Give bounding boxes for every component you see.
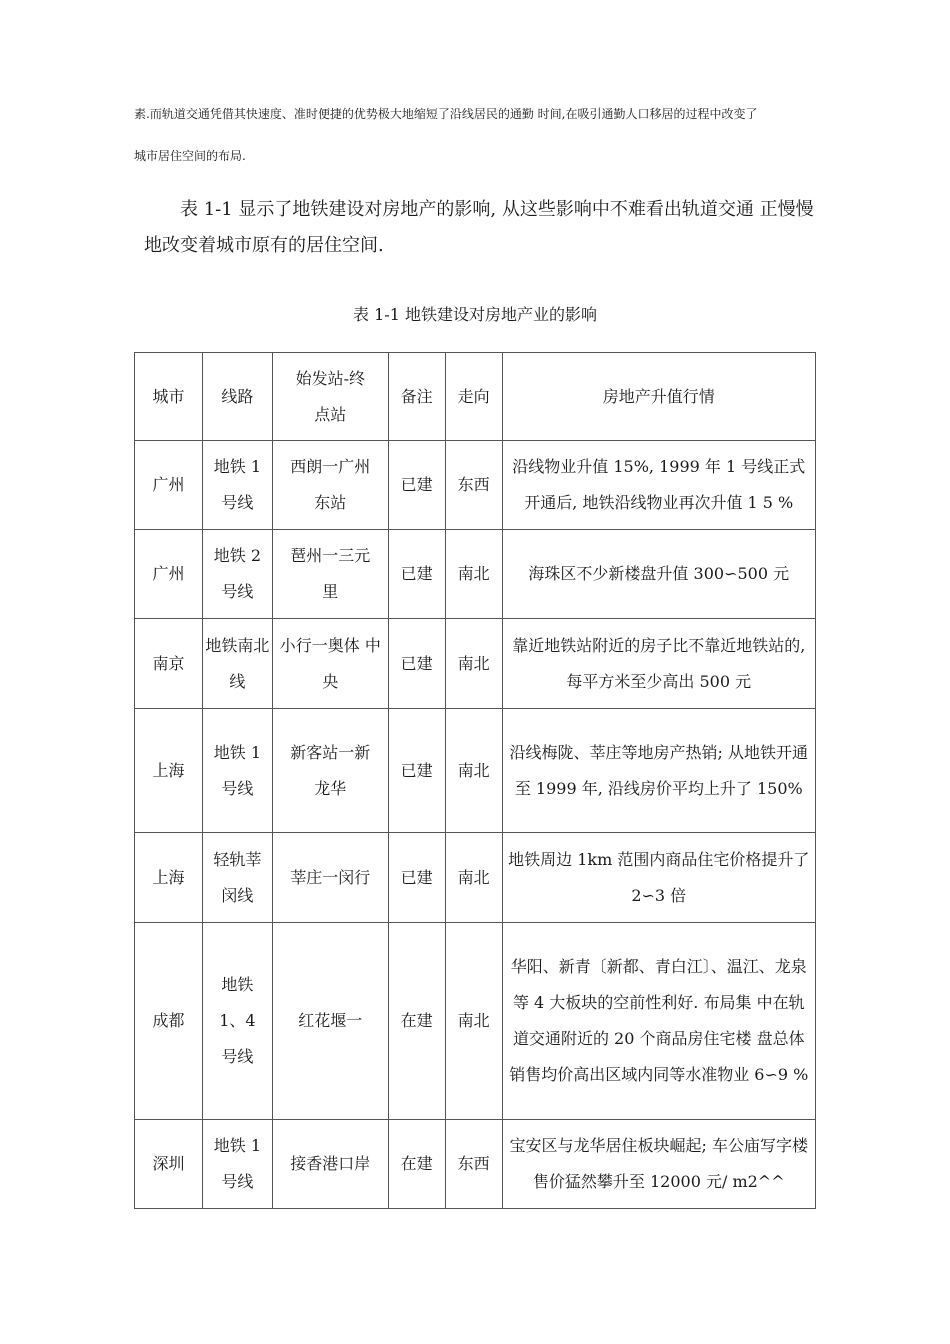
cell-line: 轻轨莘闵线 [202,833,272,923]
table-row [135,441,816,530]
cell-line: 地铁 1 号线 [202,441,272,530]
cell-note: 已建 [388,441,445,530]
body-paragraph: 表 1-1 显示了地铁建设对房地产的影响, 从这些影响中不难看出轨道交通 正慢慢地改变着城市原有的居住空间. [144,199,814,256]
cell-direction: 南北 [445,619,502,709]
cell-stations: 小行一奥体 中央 [272,619,388,709]
header-cell: 城市 [135,353,203,441]
cell-city: 上海 [135,709,203,833]
table-row [135,530,816,619]
table-row [135,923,816,1120]
cell-direction: 东西 [445,1120,502,1209]
cell-appreciation: 沿线物业升值 15%, 1999 年 1 号线正式开通后, 地铁沿线物业再次升值 1 5 % [502,441,815,530]
cell-note: 已建 [388,709,445,833]
cell-appreciation: 靠近地铁站附近的房子比不靠近地铁站的, 每平方米至少高出 500 元 [502,619,815,709]
cell-line: 地铁 1、4 号线 [202,923,272,1120]
cell-stations: 琶州一三元里 [272,530,388,619]
header-cell: 始发站-终点站 [272,353,388,441]
cell-note: 已建 [388,619,445,709]
cell-appreciation: 宝安区与龙华居住板块崛起; 车公庙写字楼售价猛然攀升至 12000 元/ m2^^ [502,1120,815,1209]
cell-city: 广州 [135,441,203,530]
cell-direction: 南北 [445,709,502,833]
cell-direction: 东西 [445,441,502,530]
header-cell: 房地产升值行情 [502,353,815,441]
cell-stations: 莘庄一闵行 [272,833,388,923]
cell-line: 地铁 2 号线 [202,530,272,619]
cell-stations: 接香港口岸 [272,1120,388,1209]
cell-note: 在建 [388,923,445,1120]
cell-direction: 南北 [445,530,502,619]
header-cell: 走向 [445,353,502,441]
cell-line: 地铁 1 号线 [202,709,272,833]
impact-table [134,352,816,1209]
table-row [135,833,816,923]
cell-note: 在建 [388,1120,445,1209]
cell-line: 地铁南北线 [202,619,272,709]
table-row [135,1120,816,1209]
cell-appreciation: 地铁周边 1km 范围内商品住宅价格提升了 2∽3 倍 [502,833,815,923]
cell-direction: 南北 [445,833,502,923]
cell-city: 上海 [135,833,203,923]
cell-city: 成都 [135,923,203,1120]
header-cell: 备注 [388,353,445,441]
cell-stations: 红花堰一 [272,923,388,1120]
cell-stations: 西朗一广州东站 [272,441,388,530]
cell-note: 已建 [388,530,445,619]
table-row [135,709,816,833]
cell-appreciation: 华阳、新青〔新都、青白江〕、温江、龙泉等 4 大板块的空前性利好. 布局集 中在轨道交通附近的 20 个商品房住宅楼 盘总体销售均价高出区域内同等水准物业 6∽9 % [502,923,815,1120]
cell-note: 已建 [388,833,445,923]
cell-direction: 南北 [445,923,502,1120]
cell-appreciation: 沿线梅陇、莘庄等地房产热销; 从地铁开通至 1999 年, 沿线房价平均上升了 150% [502,709,815,833]
cell-city: 深圳 [135,1120,203,1209]
cell-city: 广州 [135,530,203,619]
table-row [135,619,816,709]
cell-city: 南京 [135,619,203,709]
intro-line-1: 素.而轨道交通凭借其快速度、准时便捷的优势极大地缩短了沿线居民的通勤 时间,在吸引通勤人口移居的过程中改变了 [134,107,758,121]
cell-stations: 新客站一新龙华 [272,709,388,833]
table-caption: 表 1-1 地铁建设对房地产业的影响 [353,305,597,324]
header-cell: 线路 [202,353,272,441]
table-header-row [135,353,816,441]
intro-line-2: 城市居住空间的布局. [134,149,246,163]
cell-appreciation: 海珠区不少新楼盘升值 300∽500 元 [502,530,815,619]
cell-line: 地铁 1 号线 [202,1120,272,1209]
